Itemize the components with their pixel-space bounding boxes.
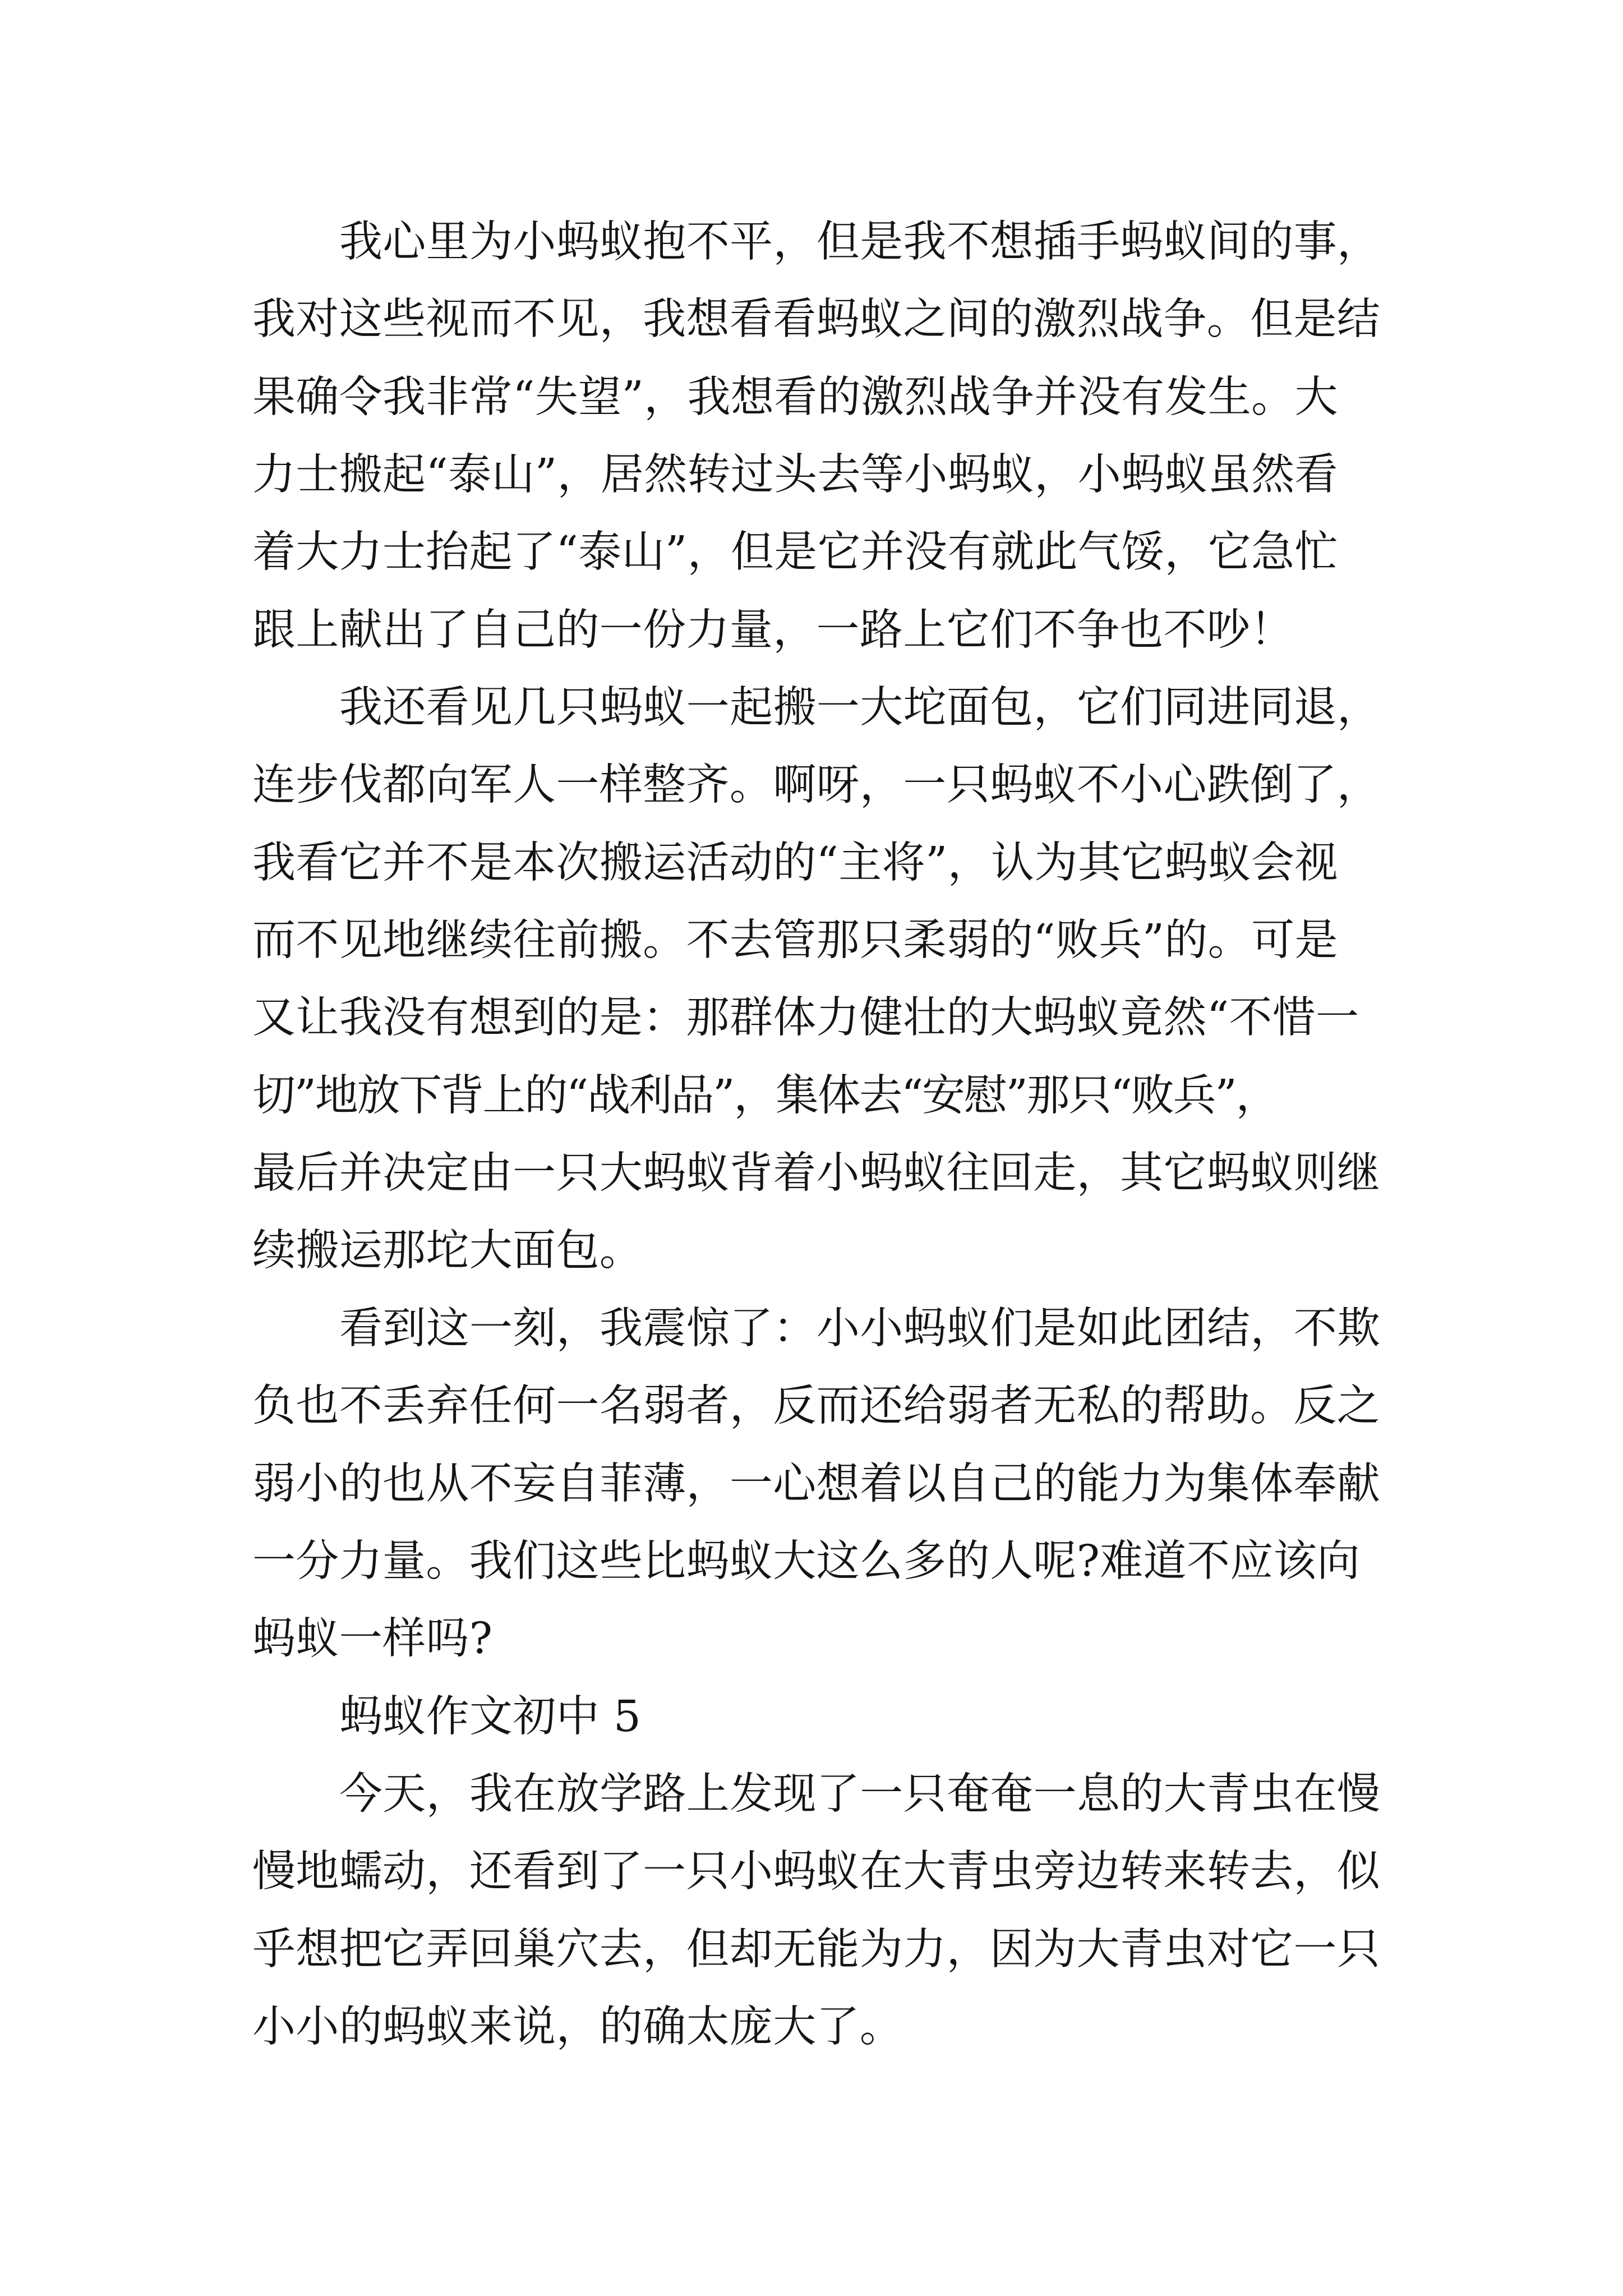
paragraph-line: 而不见地继续往前搬。不去管那只柔弱的“败兵”的。可是 xyxy=(252,915,1338,966)
paragraph-line: 果确令我非常“失望”，我想看的激烈战争并没有发生。大 xyxy=(252,372,1338,422)
paragraph-line: 弱小的也从不妄自菲薄，一心想着以自己的能力为集体奉献 xyxy=(252,1458,1381,1509)
paragraph-line: 小小的蚂蚁来说，的确太庞大了。 xyxy=(252,2001,903,2052)
essay-body xyxy=(252,204,1486,2066)
paragraph xyxy=(252,204,1486,669)
paragraph-line: 乎想把它弄回巢穴去，但却无能为力，因为大青虫对它一只 xyxy=(252,1924,1381,1975)
paragraph-line: 我对这些视而不见，我想看看蚂蚁之间的激烈战争。但是结 xyxy=(252,295,1381,345)
paragraph-line: 负也不丢弃任何一名弱者，反而还给弱者无私的帮助。反之 xyxy=(252,1381,1381,1432)
paragraph-line: 切”地放下背上的“战利品”，集体去“安慰”那只“败兵”， xyxy=(252,1070,1278,1121)
paragraph-line: 续搬运那坨大面包。 xyxy=(252,1226,643,1276)
paragraph xyxy=(252,669,1486,1290)
paragraph-line: 又让我没有想到的是：那群体力健壮的大蚂蚁竟然“不惜一 xyxy=(252,993,1359,1043)
paragraph xyxy=(252,1290,1486,1678)
paragraph-line: 力士搬起“泰山”，居然转过头去等小蚂蚁，小蚂蚁虽然看 xyxy=(252,450,1338,500)
paragraph-line: 着大力士抬起了“泰山”，但是它并没有就此气馁，它急忙 xyxy=(252,527,1338,578)
paragraph xyxy=(252,1756,1486,2066)
paragraph-line: 我看它并不是本次搬运活动的“主将”，认为其它蚂蚁会视 xyxy=(252,838,1338,888)
paragraph-line: 一分力量。我们这些比蚂蚁大这么多的人呢?难道不应该向 xyxy=(252,1536,1361,1586)
paragraph-line: 我心里为小蚂蚁抱不平，但是我不想插手蚂蚁间的事， xyxy=(339,217,1381,267)
paragraph-line: 蚂蚁一样吗? xyxy=(252,1614,493,1664)
paragraph-line: 连步伐都向军人一样整齐。啊呀，一只蚂蚁不小心跌倒了， xyxy=(252,760,1381,811)
section-title: 蚂蚁作文初中 5 xyxy=(339,1691,642,1742)
paragraph-line: 慢地蠕动，还看到了一只小蚂蚁在大青虫旁边转来转去，似 xyxy=(252,1847,1381,1897)
paragraph-line: 最后并决定由一只大蚂蚁背着小蚂蚁往回走，其它蚂蚁则继 xyxy=(252,1148,1381,1199)
paragraph-line: 今天，我在放学路上发现了一只奄奄一息的大青虫在慢 xyxy=(339,1769,1381,1819)
paragraph-line: 看到这一刻，我震惊了：小小蚂蚁们是如此团结，不欺 xyxy=(339,1303,1381,1354)
paragraph-line: 跟上献出了自己的一份力量，一路上它们不争也不吵！ xyxy=(252,605,1294,655)
paragraph-line: 我还看见几只蚂蚁一起搬一大坨面包，它们同进同退， xyxy=(339,683,1381,733)
